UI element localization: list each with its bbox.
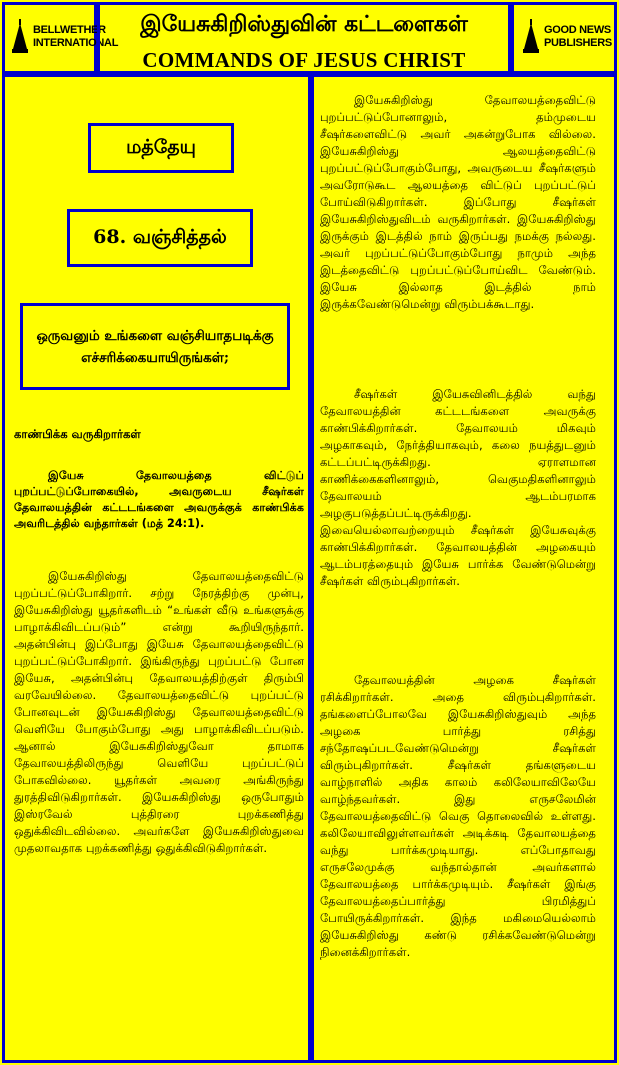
right-paragraph-3: தேவாலயத்தின் அழகை சீஷர்கள் ரசிக்கிறார்கள். அதை விரும்புகிறார்கள். தங்களைப்போலவே இயேசுகிறிஸ்துவும் அந்த அழகை பார்த்து ரசித்து சந்தோஷப்படவேண்டுமென்று சீஷர்கள் விரும்புகிறார்கள். சீஷர்கள் தங்களுடைய வாழ்நாளில் அதிக காலம் கலிலேயாவிலேயே வாழ்ந்தவர்கள். இது எருசலேமின் தேவாலயத்தைவிட்டு வெகு தொலைவில் உள்ளது. கலிலேயாவிலுள்ளவர்கள் அடிக்கடி தேவாலயத்தை வந்து பார்க்கமுடியாது. எப்போதாவது எருசலேமுக்கு வந்தால்தான் அவர்களால் தேவாலயத்தை பார்க்கமுடியும். சீஷர்கள் இங்கு தேவாலயத்தைப்பார்த்து பிரமித்துப் போயிருக்கிறார்கள். இந்த மகிமையெல்லாம் இயேசுகிறிஸ்து கண்டு ரசிக்கவேண்டுமென்று நினைக்கிறார்கள்.	[320, 673, 596, 959]
publisher-logo-right	[511, 2, 617, 74]
right-paragraph-2: சீஷர்கள் இயேசுவினிடத்தில் வந்து தேவாலயத்தின் கட்டடங்களை அவருக்கு காண்பிக்கிறார்கள். தேவாலயம் மிகவும் அழகாகவும், நேர்த்தியாகவும், கலை நயத்துடனும் கட்டப்பட்டிருக்கிறது. ஏராளமான காணிக்கைகளினாலும், வெகுமதிகளினாலும் தேவாலயம் ஆடம்பரமாக அழகுபடுத்தப்பட்டிருக்கிறது. இவையெல்லாவற்றையும் சீஷர்கள் இயேசுவுக்கு காண்பிக்கிறார்கள். தேவாலயத்தின் அழகையும் ஆடம்பரத்தையும் இயேசு பார்க்க வேண்டுமென்று சீஷர்கள் விரும்புகிறார்கள்.	[320, 387, 596, 588]
section-heading: காண்பிக்க வருகிறார்கள்	[14, 427, 141, 441]
bellwether-logo-icon	[11, 19, 29, 55]
right-paragraph-1: இயேசுகிறிஸ்து தேவாலயத்தைவிட்டு புறப்பட்டுப்போனாலும், தம்முடைய சீஷர்களைவிட்டு அவர் அகன்றுபோக வில்லை. இயேசுகிறிஸ்து ஆலயத்தைவிட்டு புறப்பட்டுப்போகும்போது, அவருடைய சீஷர்களும் அவரோடுகூட ஆலயத்தை விட்டுப் புறப்பட்டுப் போய்விடுகிறார்கள். இப்போது சீஷர்கள் இயேசுகிறிஸ்துவிடம் வருகிறார்கள். இயேசுகிறிஸ்து இருக்கும் இடத்தில் நாம் இருப்பது நமக்கு நல்லது. அவர் புறப்பட்டுப்போகும்போது நாமும் அந்த இடத்தைவிட்டு புறப்பட்டுப்போய்விட வேண்டும். இயேசு இல்லாத இடத்தில் நாம் இருக்கவேண்டுமென்று விரும்பக்கூடாது.	[320, 93, 596, 311]
page-title-tamil: இயேசுகிறிஸ்துவின் கட்டளைகள்	[140, 11, 468, 37]
page-title-english: COMMANDS OF JESUS CHRIST	[142, 48, 466, 72]
right-logo-line1: GOOD NEWS	[544, 24, 611, 36]
book-title: மத்தேயு	[88, 123, 234, 173]
left-logo-line2: INTERNATIONAL	[33, 37, 119, 49]
chapter-title: 68. வஞ்சித்தல்	[67, 209, 253, 267]
left-logo-line1: BELLWETHER	[33, 24, 106, 36]
key-verse: ஒருவனும் உங்களை வஞ்சியாதபடிக்கு எச்சரிக்கையாயிருங்கள்;	[20, 303, 290, 390]
publisher-logo-left	[2, 2, 119, 74]
scripture-quote: இயேசு தேவாலயத்தை விட்டுப் புறப்பட்டுப்போகையில், அவருடைய சீஷர்கள் தேவாலயத்தின் கட்டடங்களை அவருக்குக் காண்பிக்க அவரிடத்தில் வந்தார்கள் (மத் 24:1).	[14, 469, 304, 530]
good-news-logo-icon	[522, 19, 540, 55]
left-paragraph-1: இயேசுகிறிஸ்து தேவாலயத்தைவிட்டு புறப்பட்டுப்போகிறார். சற்று நேரத்திற்கு முன்பு, இயேசுகிறிஸ்து யூதர்களிடம் “உங்கள் வீடு உங்களுக்கு பாழாக்கிவிடப்படும்” என்று கூறியிருந்தார். அதன்பின்பு இப்போது இயேசு தேவாலயத்தைவிட்டு புறப்பட்டுப்போகிறார். இங்கிருந்து புறப்பட்டு போன இயேசு, அதன்பின்பு தேவாலயத்திற்குள் திரும்பி வரவேயில்லை. தேவாலயத்தைவிட்டு புறப்பட்டு போனவுடன் இயேசுகிறிஸ்து தேவாலயத்தைவிட்டு வெளியே போகும்போது அது பாழாக்கிவிடப்படும். ஆனால் இயேசுகிறிஸ்துவோ தாமாக தேவாலயத்திலிருந்து வெளியே புறப்பட்டுப் போகவில்லை. யூதர்கள் அவரை அங்கிருந்து துரத்திவிடுகிறார்கள். இயேசுகிறிஸ்து ஒருபோதும் இஸ்ரவேல் புத்திரரை புறக்கணித்து ஒதுக்கிவிடவில்லை. அவர்களே இயேசுகிறிஸ்துவை முதலாவதாக புறக்கணித்து ஒதுக்கிவிடுகிறார்கள்.	[14, 569, 304, 855]
right-logo-line2: PUBLISHERS	[544, 37, 612, 49]
title-banner	[97, 2, 511, 74]
